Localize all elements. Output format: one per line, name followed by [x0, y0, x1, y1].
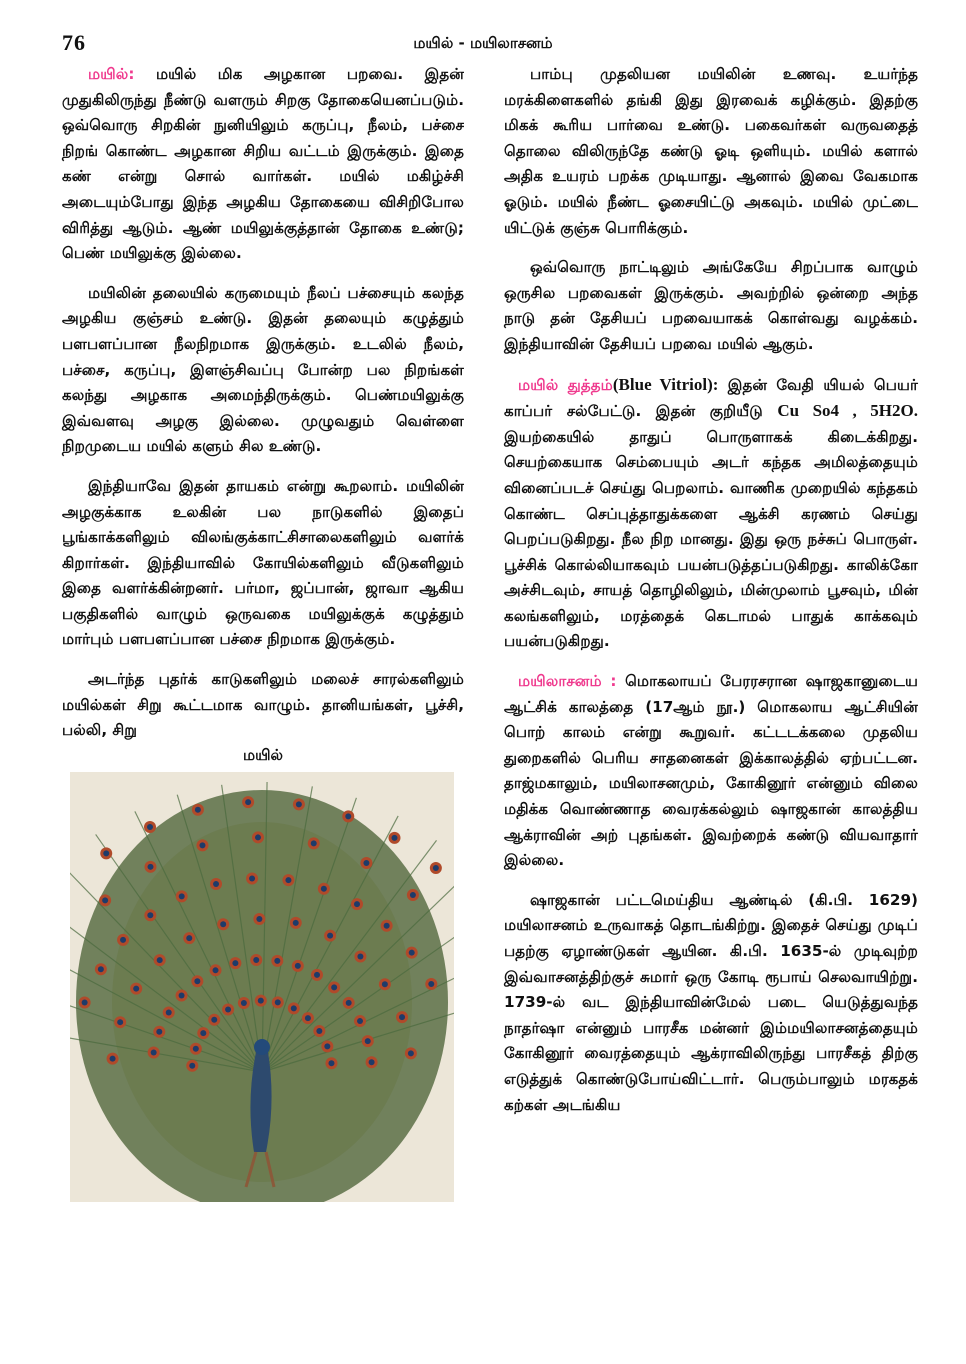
feather-eye [318, 883, 330, 895]
feather-eye [210, 964, 222, 976]
feather-eye [148, 1046, 160, 1058]
page-number: 76 [62, 30, 86, 55]
feather-eye [117, 934, 129, 946]
feather-eye [163, 1006, 175, 1018]
feather-eye [190, 1043, 202, 1055]
figure-caption: மயில் [243, 745, 283, 764]
feather-eye [321, 1040, 333, 1052]
feather-eye [210, 878, 222, 890]
feather-eye [253, 913, 265, 925]
feather-eye [308, 837, 320, 849]
feather-eye [186, 1060, 198, 1072]
feather-eye [196, 839, 208, 851]
paragraph-peacock-habitat: இந்தியாவே இதன் தாயகம் என்று கூறலாம். மயிலின் அழகுக்காக உலகின் பல நாடுகளில் இதைப் பூங்காக்களிலும் விலங்குக்காட்சிசாலைகளிலும் வளர்க் கிறார்கள். இந்தியாவில் கோயில்களிலும் வீடுகளிலும் இதை வளர்க்கின்றனர். பர்மா, ஜப்பான், ஜாவா ஆகிய பகுதிகளில் வாழும் ஒருவகை மயிலுக்குக் கழுத்தும் மார்பும் பளபளப்பான பச்சை நிறமாக இருக்கும். [62, 476, 464, 649]
feather-eye [153, 1026, 165, 1038]
feather-eye [192, 804, 204, 816]
feather-eye [176, 890, 188, 902]
entry-heading-blue-vitriol: மயில் துத்தம் [518, 375, 613, 394]
feather-eye [430, 862, 442, 874]
feather-eye [208, 1014, 220, 1026]
running-head: மயில் - மயிலாசனம் [413, 34, 553, 52]
feather-eye [246, 872, 258, 884]
feather-eye [328, 981, 340, 993]
latin-name: (Blue Vitriol): [612, 374, 719, 394]
feather-eye [183, 932, 195, 944]
feather-eye [79, 996, 91, 1008]
paragraph-throne-history: ஷாஜகான் பட்டமெய்திய ஆண்டில் (கி.பி. 1629) மயிலாசனம் உருவாகத் தொடங்கிற்று. இதைச் செய்து முடிப் பதற்கு ஏழாண்டுகள் ஆயின. கி.பி. 1635-ல் முடிவுற்ற இவ்வாசனத்திற்குச் சுமார் ஒரு கோடி ரூபாய் செலவாயிற்று. 1739-ல் வட இந்தியாவின்மேல் படை யெடுத்துவந்த நாதர்ஷா என்னும் பாரசீக மன்னர் இம்மயிலாசனத்தையும் கோகினூர் வைரத்தையும் ஆக்ராவிலிருந்து பாரசீகத் திற்கு எடுத்துக் கொண்டுபோய்விட்டார். பெரும்பாலும் மரகதக் கற்கள் அடங்கிய [504, 890, 918, 1114]
feather-eye [324, 930, 336, 942]
feather-eye [100, 847, 112, 859]
left-column [62, 62, 464, 1202]
feather-eye [217, 918, 229, 930]
feather-eye [313, 1025, 325, 1037]
feather-eye [325, 1057, 337, 1069]
feather-eye [311, 969, 323, 981]
feather-eye [154, 954, 166, 966]
feather-eye [405, 1047, 417, 1059]
feather-eye [389, 832, 401, 844]
feather-eye [250, 954, 262, 966]
feather-eye [99, 894, 111, 906]
paragraph-peacock-head: மயிலின் தலையில் கருமையும் நீலப் பச்சையும் கலந்த அழகிய குஞ்சம் உண்டு. இதன் தலையும் கழுத்தும் பளபளப்பான நீலநிறமாக இருக்கும். உடலில் நீலம், பச்சை, கருப்பு, இளஞ்சிவப்பு போன்ற பல நிறங்கள் கலந்து அழகாக அமைந்திருக்கும். பெண்மயிலுக்கு இவ்வளவு அழகு இல்லை. முழுவதும் வெள்ளை நிறமுடைய மயில் களும் சில உண்டு. [62, 283, 464, 456]
feather-eye [271, 955, 283, 967]
paragraph-text: மயில் மிக அழகான பறவை. இதன் முதுகிலிருந்து நீண்டு வளரும் சிறகு தோகையெனப்படும். ஒவ்வொரு சிறகின் நுனியிலும் கருப்பு, நீலம், பச்சை நிறங் கொண்ட அழகான சிறிய வட்டம் இருக்கும். இதை கண் என்று சொல் வார்கள். மயில் மகிழ்ச்சி அடையும்போது இந்த அழகிய தோகையை விசிறிபோல விரித்து ஆடும். ஆண் மயிலுக்குத்தான் தோகை உண்டு; பெண் மயிலுக்கு இல்லை. [62, 65, 464, 263]
feather-eye [242, 796, 254, 808]
feather-eye [292, 960, 304, 972]
feather-eye [229, 957, 241, 969]
paragraph-peacock-intro [62, 62, 464, 267]
feather-eye [342, 810, 354, 822]
feather-eye [255, 994, 267, 1006]
feather-eye [290, 917, 302, 929]
chemical-formula: Cu So4 , 5H2O. [777, 401, 919, 421]
feather-eye [176, 989, 188, 1001]
feather-eye [381, 920, 393, 932]
feather-eye [379, 978, 391, 990]
feather-eye [197, 1027, 209, 1039]
feather-eye [362, 1035, 374, 1047]
peacock-body [250, 1052, 271, 1152]
paragraph-peacock-throne [504, 669, 918, 874]
paragraph-peacock-food: அடர்ந்த புதர்க் காடுகளிலும் மலைச் சாரல்களிலும் மயில்கள் சிறு கூட்டமாக வாழும். தானியங்கள், பூச்சி, பல்லி, சிறு [62, 670, 464, 740]
feather-eye [396, 1011, 408, 1023]
feather-eye [272, 996, 284, 1008]
feather-eye [144, 909, 156, 921]
feather-eye [360, 857, 372, 869]
feather-eye [144, 821, 156, 833]
feather-eye [354, 950, 366, 962]
feather-eye [191, 975, 203, 987]
peacock-head [254, 1039, 270, 1055]
feather-eye [130, 983, 142, 995]
feather-eye [107, 1053, 119, 1065]
peacock-drawing [70, 772, 454, 1202]
feather-eye [354, 1015, 366, 1027]
feather-eye [351, 898, 363, 910]
feather-eye [144, 861, 156, 873]
feather-eye [288, 1002, 300, 1014]
feather-eye [425, 978, 437, 990]
paragraph-blue-vitriol [504, 372, 918, 656]
feather-eye [222, 1003, 234, 1015]
feather-eye [407, 889, 419, 901]
paragraph-text: மொகலாயப் பேரரசரான ஷாஜகானுடைய ஆட்சிக் காலத்தை (17ஆம் நூ.) மொகலாய ஆட்சியின் பொற் காலம் என்று கூறுவர். கட்டடக்கலை முதலிய துறைகளில் பெரிய சாதனைகள் இக்காலத்தில் ஏற்பட்டன. தாஜ்மகாலும், மயிலாசனமும், கோகினூர் என்னும் விலை மதிக்க வொண்ணாத வைரக்கல்லும் ஷாஜகான் காலத்திய ஆக்ராவின் அற் புதங்கள். இவற்றைக் கண்டு வியவாதார் இல்லை. [504, 672, 918, 870]
feather-eye [366, 1056, 378, 1068]
feather-eye [293, 798, 305, 810]
paragraph-text: இயற்கையில் தாதுப் பொருளாகக் கிடைக்கிறது. செயற்கையாக செம்பையும் அடர் கந்தக அமிலத்தையும் வினைப்படச் செய்து பெறலாம். வாணிக முறையில் கந்தகம் கொண்ட செப்புத்தாதுக்களை ஆக்சி கரணம் செய்து பெறப்படுகிறது. நீல நிற மானது. இது ஒரு நச்சுப் பொருள். பூச்சிக் கொல்லியாகவும் பயன்படுத்தப்படுகிறது. காலிக்கோ அச்சிடவும், சாயத் தொழிலிலும், மின்முலாம் பூசவும், மின் கலங்களிலும், மரத்தைக் கெடாமல் பாதுக் காக்கவும் பயன்படுகிறது. [504, 427, 918, 651]
feather-eye [114, 1016, 126, 1028]
entry-heading-peacock-throne: மயிலாசனம் : [518, 672, 617, 691]
feather-eye [343, 997, 355, 1009]
paragraph-national-bird: ஒவ்வொரு நாட்டிலும் அங்கேயே சிறப்பாக வாழும் ஒருசில பறவைகள் இருக்கும். அவற்றில் ஒன்றை அந்த நாடு தன் தேசியப் பறவையாகக் கொள்வது வழக்கம். இந்தியாவின் தேசியப் பறவை மயில் ஆகும். [504, 258, 918, 353]
feather-eye [282, 874, 294, 886]
right-column [504, 62, 918, 1132]
entry-heading-peacock: மயில்: [88, 65, 135, 83]
paragraph-peacock-behaviour: பாம்பு முதலியன மயிலின் உணவு. உயர்ந்த மரக்கிளைகளில் தங்கி இது இரவைக் கழிக்கும். இதற்கு மிகக் கூரிய பார்வை உண்டு. பகைவர்கள் வருவதைத் தொலை விலிருந்தே கண்டு ஓடி ஒளியும். மயில் களால் அதிக உயரம் பறக்க முடியாது. ஆனால் இவை வேகமாக ஓடும். மயில் நீண்ட ஓசையிட்டு அகவும். மயில் முட்டை யிட்டுக் குஞ்சு பொரிக்கும். [504, 65, 918, 237]
feather-eye [302, 1012, 314, 1024]
feather-eye [252, 831, 264, 843]
paragraph-text: இதன் வேதி யியல் பெயர் காப்பர் சல்பேட்டு. இதன் குறியீடு [504, 375, 918, 421]
feather-eye [238, 997, 250, 1009]
feather-eye [406, 947, 418, 959]
feather-eye [95, 963, 107, 975]
peacock-illustration [70, 772, 454, 1202]
